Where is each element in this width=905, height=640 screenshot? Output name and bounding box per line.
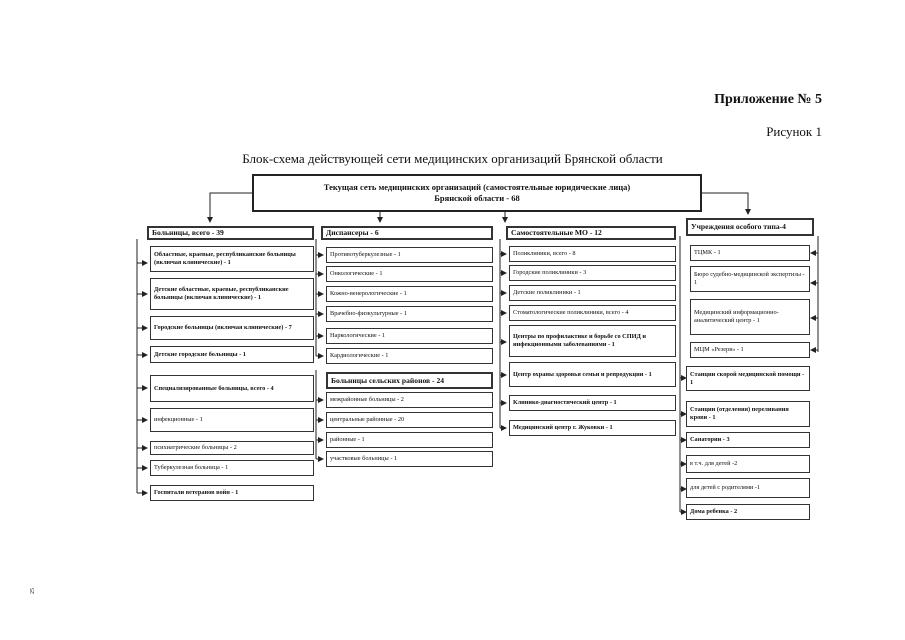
appendix-label: Приложение № 5 <box>714 92 822 107</box>
col1-item: Туберкулезная больница - 1 <box>150 460 314 476</box>
col1-item: Городские больницы (включая клинические) - 7 <box>150 316 314 340</box>
col2-item: центральные районные - 20 <box>326 412 493 428</box>
col4-item: Станции (отделения) переливания крови - 1 <box>686 401 810 427</box>
figure-label: Рисунок 1 <box>766 124 822 139</box>
col2-header: Диспансеры - 6 <box>321 226 493 240</box>
col4-item: Станции скорой медицинской помощи - 1 <box>686 366 810 391</box>
col2-item: Противотуберкулезные - 1 <box>326 247 493 263</box>
col1-item: Областные, краевые, республиканские больницы (включая клинические) - 1 <box>150 246 314 272</box>
col4-item: ТЦМК - 1 <box>690 245 810 261</box>
col2-item: Кардиологические - 1 <box>326 348 493 364</box>
col4-header: Учреждения особого типа-4 <box>686 218 814 236</box>
col2-item: Онкологические - 1 <box>326 266 493 282</box>
col1-item: Детские городские больницы - 1 <box>150 346 314 363</box>
col3-item: Детские поликлиники - 1 <box>509 285 676 301</box>
col2-item: межрайонные больницы - 2 <box>326 392 493 408</box>
col2-item: районные - 1 <box>326 432 493 448</box>
col3-item: Стоматологические поликлиники, всего - 4 <box>509 305 676 321</box>
col4-item: Медицинский информационно-аналитический центр - 1 <box>690 299 810 335</box>
col2-item: Кожно-венерологические - 1 <box>326 286 493 302</box>
col3-item: Клинико-диагностический центр - 1 <box>509 395 676 411</box>
col2-item: участковые больницы - 1 <box>326 451 493 467</box>
col1-header: Больницы, всего - 39 <box>147 226 314 240</box>
col3-item: Поликлиники, всего - 8 <box>509 246 676 262</box>
col1-item: Специализированные больницы, всего - 4 <box>150 375 314 402</box>
col1-item: психиатрические больницы - 2 <box>150 441 314 455</box>
col2-rural-header: Больницы сельских районов - 24 <box>326 372 493 389</box>
col3-item: Центр охраны здоровья семьи и репродукции - 1 <box>509 362 676 387</box>
col3-item: Медицинский центр г. Жуковки - 1 <box>509 420 676 436</box>
col4-item: Санатории - 3 <box>686 432 810 448</box>
diagram-title: Блок-схема действующей сети медицинских организаций Брянской области <box>242 151 663 166</box>
col4-item: для детей с родителями -1 <box>686 478 810 498</box>
col2-item: Наркологические - 1 <box>326 328 493 344</box>
col2-item: Врачебно-физкультурные - 1 <box>326 306 493 322</box>
col3-item: Центры по профилактике и борьбе со СПИД и инфекционными заболеваниями - 1 <box>509 325 676 357</box>
root-box <box>252 174 702 212</box>
col1-item: Госпитали ветеранов войн - 1 <box>150 485 314 501</box>
col4-item: Дома ребенка - 2 <box>686 504 810 520</box>
col4-item: в т.ч. для детей -2 <box>686 455 810 473</box>
col1-item: Детские областные, краевые, республиканские больницы (включая клинические) - 1 <box>150 278 314 310</box>
col1-item: инфекционные - 1 <box>150 408 314 432</box>
col3-item: Городские поликлиники - 3 <box>509 265 676 281</box>
root-line-2: Брянской области - 68 <box>434 193 520 203</box>
col4-item: МЦМ «Резерв» - 1 <box>690 342 810 358</box>
root-line-1: Текущая сеть медицинских организаций (самостоятельные юридические лица) <box>323 182 631 192</box>
col3-header: Самостоятельные МО - 12 <box>506 226 676 240</box>
col4-item: Бюро судебно-медицинской экспертизы - 1 <box>690 266 810 292</box>
page-number: 25 <box>30 588 36 594</box>
